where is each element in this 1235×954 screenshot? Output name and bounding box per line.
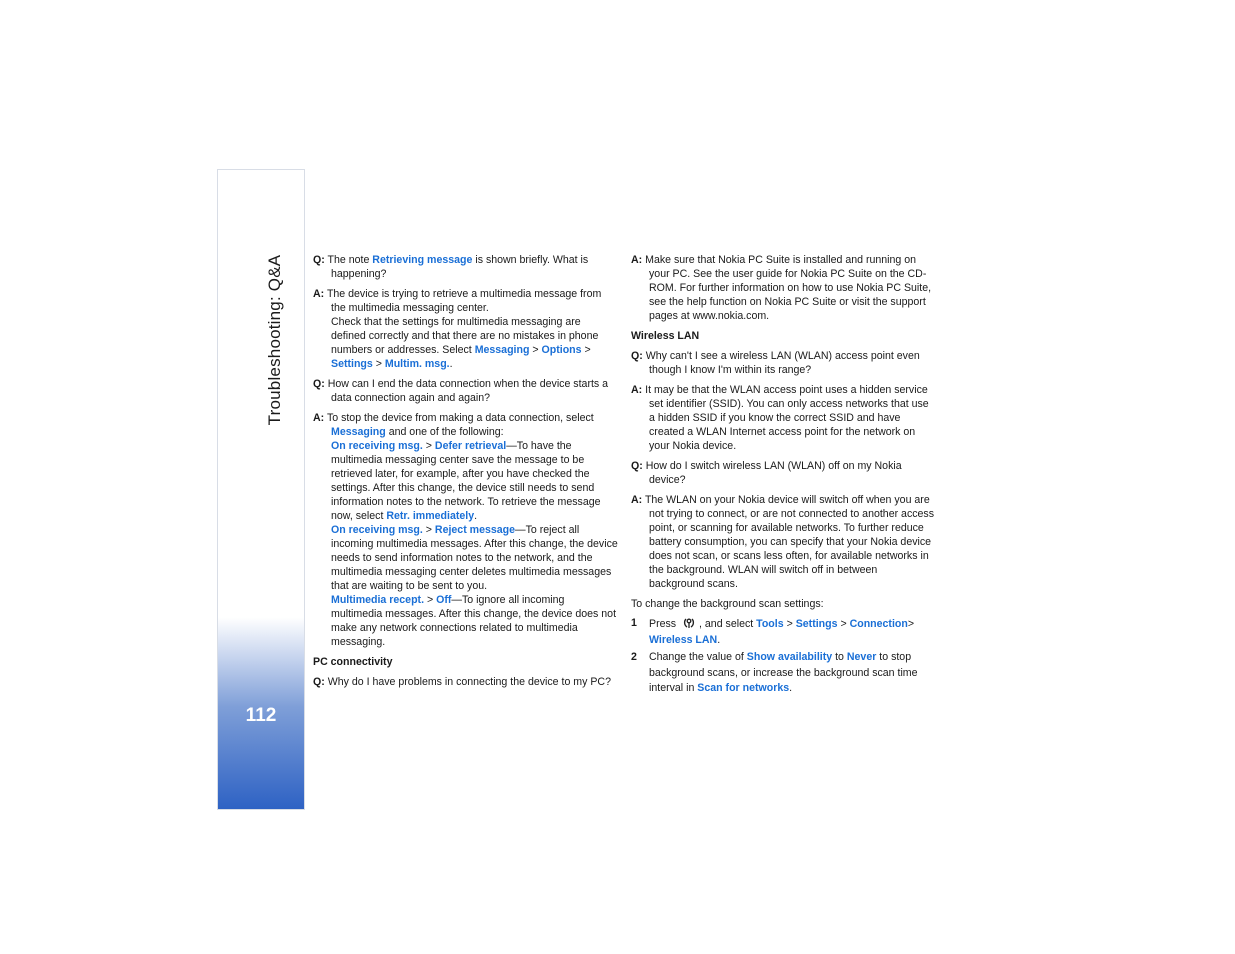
text: How can I end the data connection when the device starts a data connection again and again?	[324, 378, 609, 404]
menu-link: Multimedia recept.	[331, 594, 425, 606]
menu-link: Retr. immediately	[386, 510, 475, 522]
text: How do I switch wireless LAN (WLAN) off on my Nokia device?	[642, 460, 902, 486]
separator: >	[424, 594, 437, 606]
a-label: A:	[313, 288, 325, 300]
step-1	[631, 616, 935, 648]
answer-data-connection	[313, 411, 618, 649]
text: The device is trying to retrieve a multimedia message from the multimedia messaging center.	[324, 288, 602, 314]
a-label: A:	[631, 384, 643, 396]
menu-link: Options	[541, 344, 582, 356]
menu-link: Scan for networks	[697, 682, 790, 694]
menu-link: Settings	[795, 618, 838, 630]
text: .	[717, 633, 721, 646]
question-wlan-off	[631, 459, 935, 487]
separator: >	[422, 524, 435, 536]
text: Why can't I see a wireless LAN (WLAN) access point even though I know I'm within its range?	[642, 350, 920, 376]
text: —To reject all incoming multimedia messages. After this change, the device needs to send information notes to the network, and the multimedia messaging center deletes multimedia messages that are waiting to be sent to you.	[331, 524, 618, 592]
menu-link: Wireless LAN	[649, 633, 718, 646]
question-retrieving-message	[313, 253, 618, 281]
a-label: A:	[313, 412, 325, 424]
q-label: Q:	[631, 350, 643, 362]
separator: >	[529, 344, 542, 356]
heading-wireless-lan: Wireless LAN	[631, 330, 700, 342]
menu-link: Retrieving message	[372, 254, 473, 266]
menu-key-icon	[681, 616, 697, 630]
a-label: A:	[631, 254, 643, 266]
menu-link: On receiving msg.	[331, 524, 423, 536]
menu-link: On receiving msg.	[331, 440, 423, 452]
menu-link: Multim. msg.	[384, 358, 450, 370]
q-label: Q:	[631, 460, 643, 472]
text: .	[789, 682, 793, 694]
q-label: Q:	[313, 254, 325, 266]
text: Press	[649, 618, 680, 630]
question-pc	[313, 675, 618, 689]
page-number: 112	[245, 705, 277, 726]
text: .	[474, 510, 478, 522]
scan-settings-intro: To change the background scan settings:	[631, 598, 824, 610]
answer-wlan-off	[631, 493, 935, 591]
text: —To ignore all incoming multimedia messages. After this change, the device does not make any network connections related to multimedia messaging.	[331, 594, 617, 648]
menu-link: Messaging	[331, 426, 386, 438]
text: The WLAN on your Nokia device will switch off when you are not trying to connect, or are not connected to another access point, or scanning for available networks. To further reduce battery consumption, you can specify that your Nokia device does not scan, or scans less often, for available networks in the background. WLAN will switch off in between background scans.	[642, 494, 935, 590]
text: Why do I have problems in connecting the device to my PC?	[324, 676, 611, 688]
separator: >	[783, 618, 796, 630]
separator: >	[372, 358, 385, 370]
menu-link: Connection	[849, 618, 908, 630]
question-data-connection	[313, 377, 618, 405]
menu-link: Off	[436, 594, 452, 606]
text: Check that the settings for multimedia messaging are defined correctly and that there are no mistakes in phone numbers or addresses. Select	[331, 316, 599, 356]
step-2	[631, 650, 935, 697]
text: Change the value of	[649, 651, 747, 663]
step-number: 2	[631, 651, 637, 663]
answer-pc	[631, 253, 935, 323]
separator: >	[581, 344, 591, 356]
text: to	[832, 651, 847, 663]
right-column	[631, 253, 935, 699]
menu-link: Tools	[756, 618, 784, 630]
text: The note	[324, 254, 373, 266]
menu-link: Defer retrieval	[434, 440, 507, 452]
chapter-title-text: Troubleshooting: Q&A	[265, 254, 284, 426]
menu-link: Show availability	[746, 651, 833, 663]
a-label: A:	[631, 494, 643, 506]
text: to stop background scans, or increase the background scan time interval in	[649, 651, 918, 694]
text: It may be that the WLAN access point uses a hidden service set identifier (SSID). You can only access networks that use a hidden SSID if you know the correct SSID and have created a WLAN Internet access point for the network on your Nokia device.	[642, 384, 929, 452]
question-wlan-visibility	[631, 349, 935, 377]
answer-wlan-visibility	[631, 383, 935, 453]
text: is shown briefly. What is happening?	[331, 254, 589, 280]
menu-link: Never	[846, 651, 877, 663]
text: To stop the device from making a data connection, select	[324, 412, 594, 424]
menu-link: Settings	[331, 358, 373, 370]
q-label: Q:	[313, 676, 325, 688]
text: —To have the multimedia messaging center save the message to be retrieved later, for example, after you have checked the settings. After this change, the device still needs to send information notes to the network. To retrieve the message now, select	[331, 440, 601, 522]
text: and one of the following:	[385, 426, 504, 438]
text: , and select	[699, 618, 757, 630]
text: Make sure that Nokia PC Suite is installed and running on your PC. See the user guide for Nokia PC Suite on the CD-ROM. For further information on how to use Nokia PC Suite, see the help function on Nokia PC Suite or visit the support pages at www.nokia.com.	[642, 254, 932, 322]
q-label: Q:	[313, 378, 325, 390]
heading-pc-connectivity: PC connectivity	[313, 656, 393, 668]
menu-link: Reject message	[434, 524, 516, 536]
answer-retrieving-message	[313, 287, 618, 371]
left-column	[313, 253, 618, 695]
menu-link: Messaging	[474, 344, 530, 356]
step-number: 1	[631, 617, 637, 629]
separator: >	[837, 618, 850, 630]
separator: >	[422, 440, 435, 452]
text: .	[449, 358, 453, 370]
separator: >	[907, 618, 915, 630]
